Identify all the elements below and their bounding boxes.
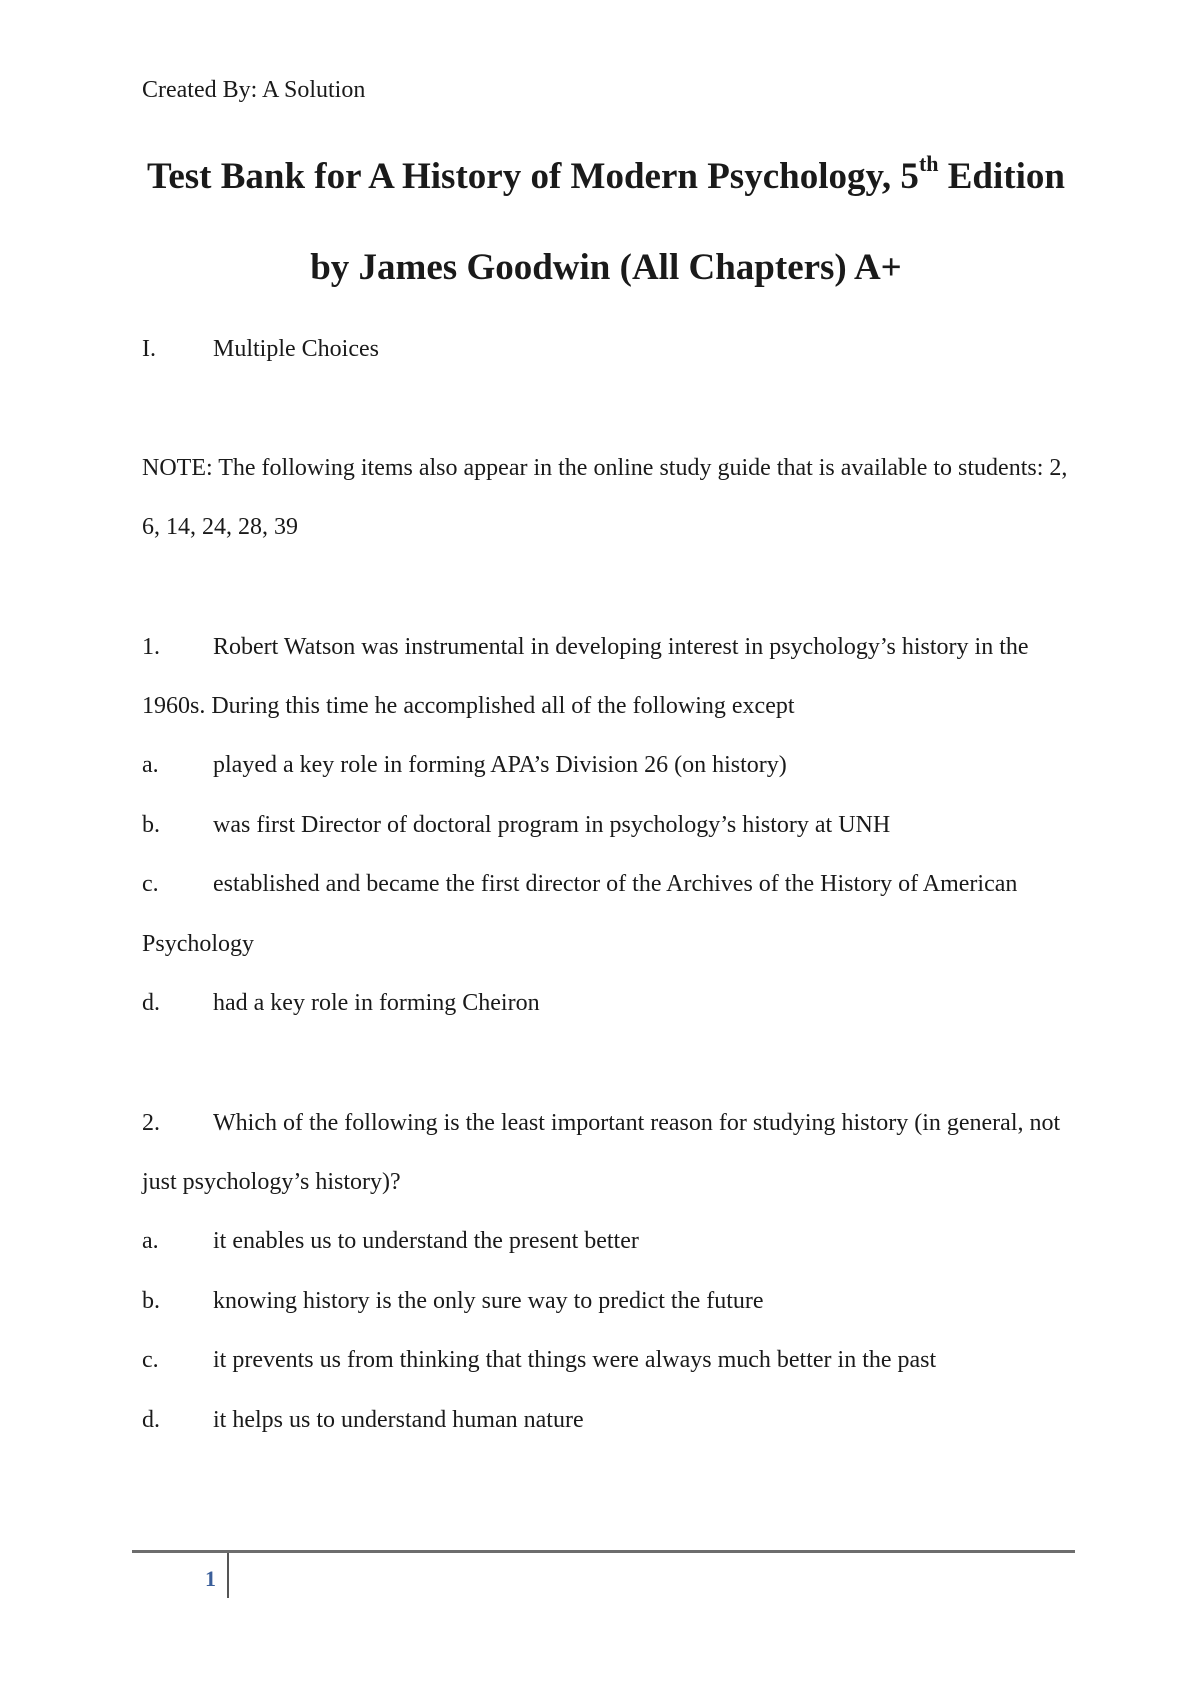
option-text-a: it enables us to understand the present better [213, 1228, 639, 1254]
option-letter-c: c. [142, 871, 159, 897]
option-text-d: had a key role in forming Cheiron [213, 990, 540, 1016]
created-by-header: Created By: A Solution [142, 77, 366, 103]
option-letter-b: b. [142, 812, 160, 838]
note-line-2: 6, 14, 24, 28, 39 [142, 514, 298, 540]
option-letter-a: a. [142, 1228, 159, 1254]
option-letter-b: b. [142, 1288, 160, 1314]
document-title-line-2: by James Goodwin (All Chapters) A+ [310, 247, 902, 288]
option-text-b: knowing history is the only sure way to predict the future [213, 1288, 764, 1314]
section-numeral: I. [142, 336, 156, 362]
question-number: 1. [142, 634, 160, 660]
option-letter-c: c. [142, 1347, 159, 1373]
option-letter-d: d. [142, 990, 160, 1016]
title-text-edition: Edition [938, 156, 1065, 197]
option-text-c: it prevents us from thinking that things were always much better in the past [213, 1347, 937, 1373]
section-heading: Multiple Choices [213, 336, 379, 362]
option-letter-d: d. [142, 1407, 160, 1433]
option-letter-a: a. [142, 752, 159, 778]
option-text-d: it helps us to understand human nature [213, 1407, 584, 1433]
title-text-main: Test Bank for A History of Modern Psychology, 5 [147, 156, 919, 197]
question-number: 2. [142, 1110, 160, 1136]
option-text-c: established and became the first director of the Archives of the History of American [213, 871, 1018, 897]
option-text-a: played a key role in forming APA’s Division 26 (on history) [213, 752, 787, 778]
title-ordinal-superscript: th [918, 151, 939, 176]
question-stem-line-2: 1960s. During this time he accomplished all of the following except [142, 693, 795, 719]
question-stem-line-1: Which of the following is the least important reason for studying history (in general, not [213, 1110, 1061, 1136]
page-number: 1 [205, 1566, 216, 1591]
question-stem-line-1: Robert Watson was instrumental in developing interest in psychology’s history in the [213, 634, 1029, 660]
note-line-1: NOTE: The following items also appear in the online study guide that is available to students: 2, [142, 455, 1068, 481]
page-number-separator [227, 1553, 229, 1598]
question-stem-line-2: just psychology’s history)? [142, 1169, 401, 1195]
document-title-line-1 [0, 151, 1200, 197]
option-text-c-continuation: Psychology [142, 931, 255, 957]
option-text-b: was first Director of doctoral program in psychology’s history at UNH [213, 812, 891, 838]
footer-divider [132, 1550, 1075, 1553]
